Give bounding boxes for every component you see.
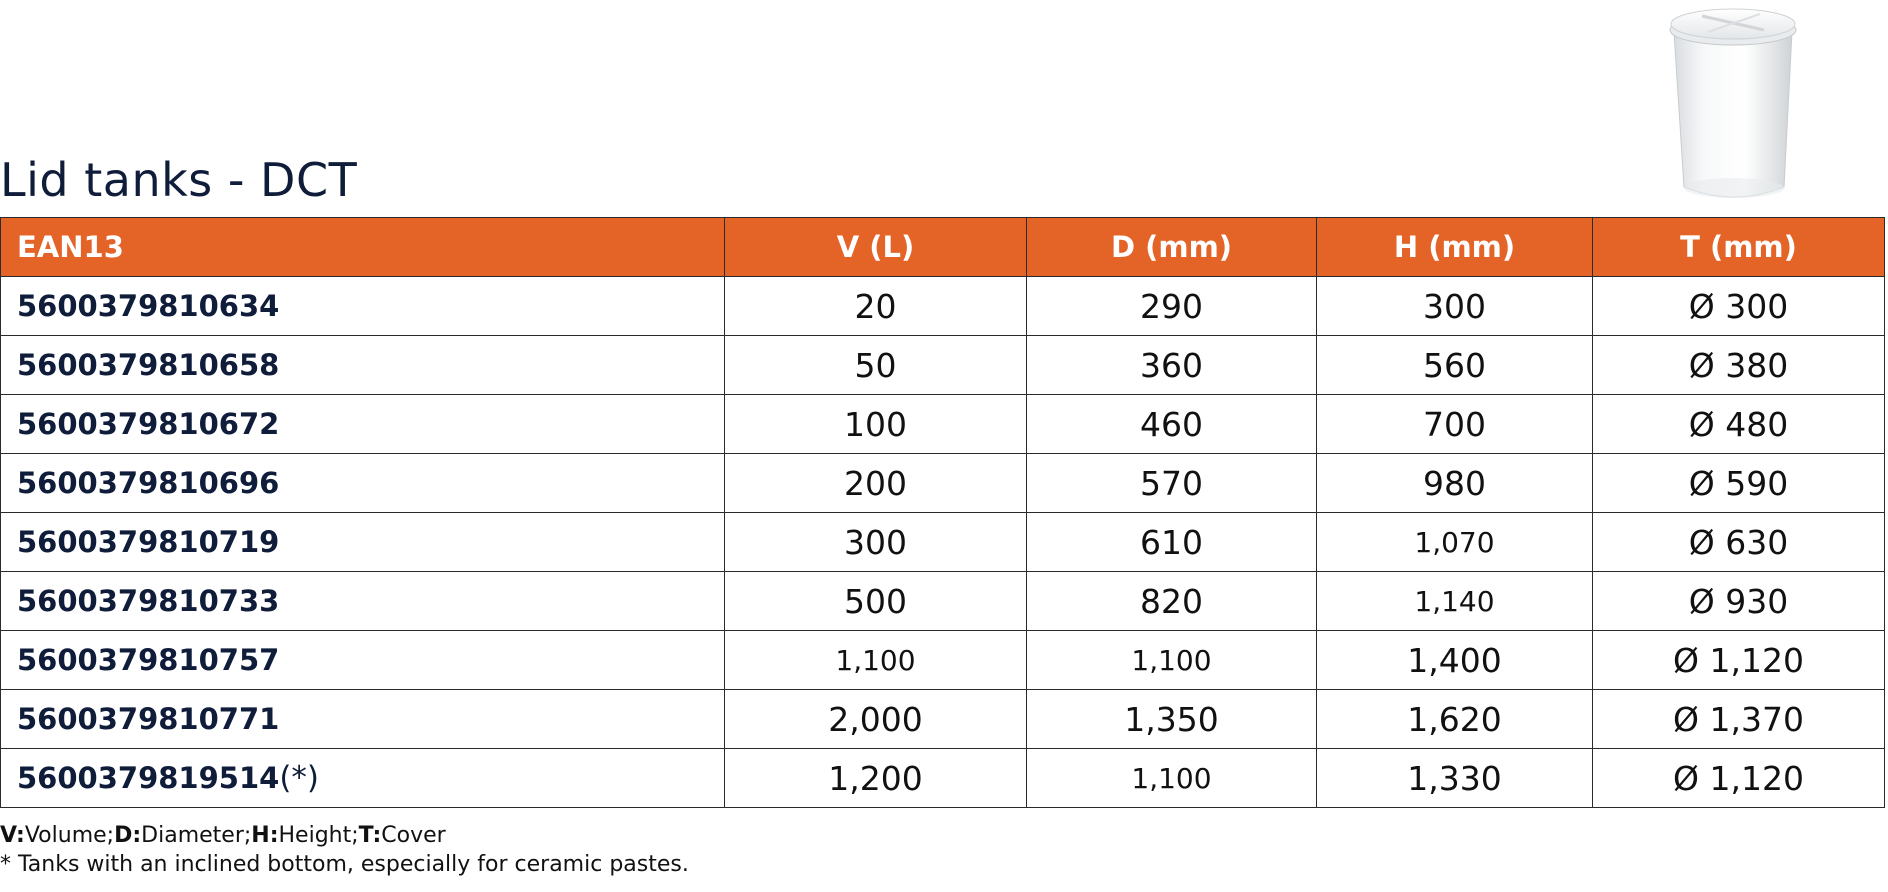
cell-diameter: 570 bbox=[1027, 454, 1317, 513]
cell-cover: Ø 380 bbox=[1593, 336, 1885, 395]
cell-ean bbox=[1, 454, 725, 513]
legend-text-d: Diameter; bbox=[141, 823, 252, 848]
cell-volume: 50 bbox=[725, 336, 1027, 395]
cell-height: 700 bbox=[1317, 395, 1593, 454]
ean-note: (*) bbox=[279, 760, 320, 796]
ean-code: 5600379810658 bbox=[17, 348, 280, 382]
ean-code: 5600379810672 bbox=[17, 407, 280, 441]
cell-volume: 500 bbox=[725, 572, 1027, 631]
ean-code: 5600379810733 bbox=[17, 584, 280, 618]
table-row bbox=[1, 395, 1885, 454]
cell-cover: Ø 1,370 bbox=[1593, 690, 1885, 749]
table-header-row bbox=[1, 218, 1885, 277]
cell-cover: Ø 630 bbox=[1593, 513, 1885, 572]
table-row bbox=[1, 336, 1885, 395]
cell-ean bbox=[1, 749, 725, 808]
table-row bbox=[1, 513, 1885, 572]
ean-code: 5600379810719 bbox=[17, 525, 280, 559]
cell-ean bbox=[1, 690, 725, 749]
legend-key-t: T: bbox=[358, 823, 382, 848]
legend-key-v: V: bbox=[0, 823, 25, 848]
cell-volume: 2,000 bbox=[725, 690, 1027, 749]
page-title: Lid tanks - DCT bbox=[0, 153, 358, 207]
cell-ean bbox=[1, 277, 725, 336]
abbreviation-legend bbox=[0, 822, 446, 850]
cell-height: 1,400 bbox=[1317, 631, 1593, 690]
cell-diameter: 290 bbox=[1027, 277, 1317, 336]
cell-height: 1,070 bbox=[1317, 513, 1593, 572]
cell-ean bbox=[1, 513, 725, 572]
cell-cover: Ø 480 bbox=[1593, 395, 1885, 454]
cell-volume: 1,100 bbox=[725, 631, 1027, 690]
table-row bbox=[1, 690, 1885, 749]
ean-code: 5600379810696 bbox=[17, 466, 280, 500]
cell-cover: Ø 1,120 bbox=[1593, 749, 1885, 808]
legend-text-h: Height; bbox=[278, 823, 359, 848]
cell-height: 560 bbox=[1317, 336, 1593, 395]
spec-table bbox=[0, 217, 1885, 808]
cell-volume: 1,200 bbox=[725, 749, 1027, 808]
cell-ean bbox=[1, 572, 725, 631]
table-row bbox=[1, 454, 1885, 513]
cell-diameter: 460 bbox=[1027, 395, 1317, 454]
column-header-diameter: D (mm) bbox=[1027, 218, 1317, 277]
table-row bbox=[1, 749, 1885, 808]
table-row bbox=[1, 277, 1885, 336]
cell-cover: Ø 1,120 bbox=[1593, 631, 1885, 690]
column-header-ean13: EAN13 bbox=[1, 218, 725, 277]
legend-key-d: D: bbox=[114, 823, 142, 848]
cell-height: 1,330 bbox=[1317, 749, 1593, 808]
cell-ean bbox=[1, 336, 725, 395]
cell-ean bbox=[1, 631, 725, 690]
table-row bbox=[1, 572, 1885, 631]
ean-code: 5600379810634 bbox=[17, 289, 280, 323]
cell-diameter: 820 bbox=[1027, 572, 1317, 631]
ean-code: 5600379819514 bbox=[17, 761, 280, 795]
cell-ean bbox=[1, 395, 725, 454]
cell-height: 980 bbox=[1317, 454, 1593, 513]
ean-code: 5600379810771 bbox=[17, 702, 280, 736]
cell-volume: 200 bbox=[725, 454, 1027, 513]
cell-height: 1,620 bbox=[1317, 690, 1593, 749]
cell-diameter: 1,100 bbox=[1027, 631, 1317, 690]
legend-text-v: Volume; bbox=[24, 823, 115, 848]
table-row bbox=[1, 631, 1885, 690]
cell-volume: 20 bbox=[725, 277, 1027, 336]
product-image bbox=[1664, 2, 1804, 207]
column-header-cover: T (mm) bbox=[1593, 218, 1885, 277]
legend-text-t: Cover bbox=[381, 823, 446, 848]
ean-code: 5600379810757 bbox=[17, 643, 280, 677]
cell-diameter: 1,350 bbox=[1027, 690, 1317, 749]
cell-height: 300 bbox=[1317, 277, 1593, 336]
column-header-height: H (mm) bbox=[1317, 218, 1593, 277]
cell-volume: 300 bbox=[725, 513, 1027, 572]
cell-cover: Ø 930 bbox=[1593, 572, 1885, 631]
cell-diameter: 360 bbox=[1027, 336, 1317, 395]
cell-cover: Ø 590 bbox=[1593, 454, 1885, 513]
footnote: * Tanks with an inclined bottom, especially for ceramic pastes. bbox=[0, 852, 689, 877]
cell-cover: Ø 300 bbox=[1593, 277, 1885, 336]
column-header-volume: V (L) bbox=[725, 218, 1027, 277]
cell-height: 1,140 bbox=[1317, 572, 1593, 631]
cell-volume: 100 bbox=[725, 395, 1027, 454]
legend-key-h: H: bbox=[251, 823, 279, 848]
cell-diameter: 610 bbox=[1027, 513, 1317, 572]
cell-diameter: 1,100 bbox=[1027, 749, 1317, 808]
